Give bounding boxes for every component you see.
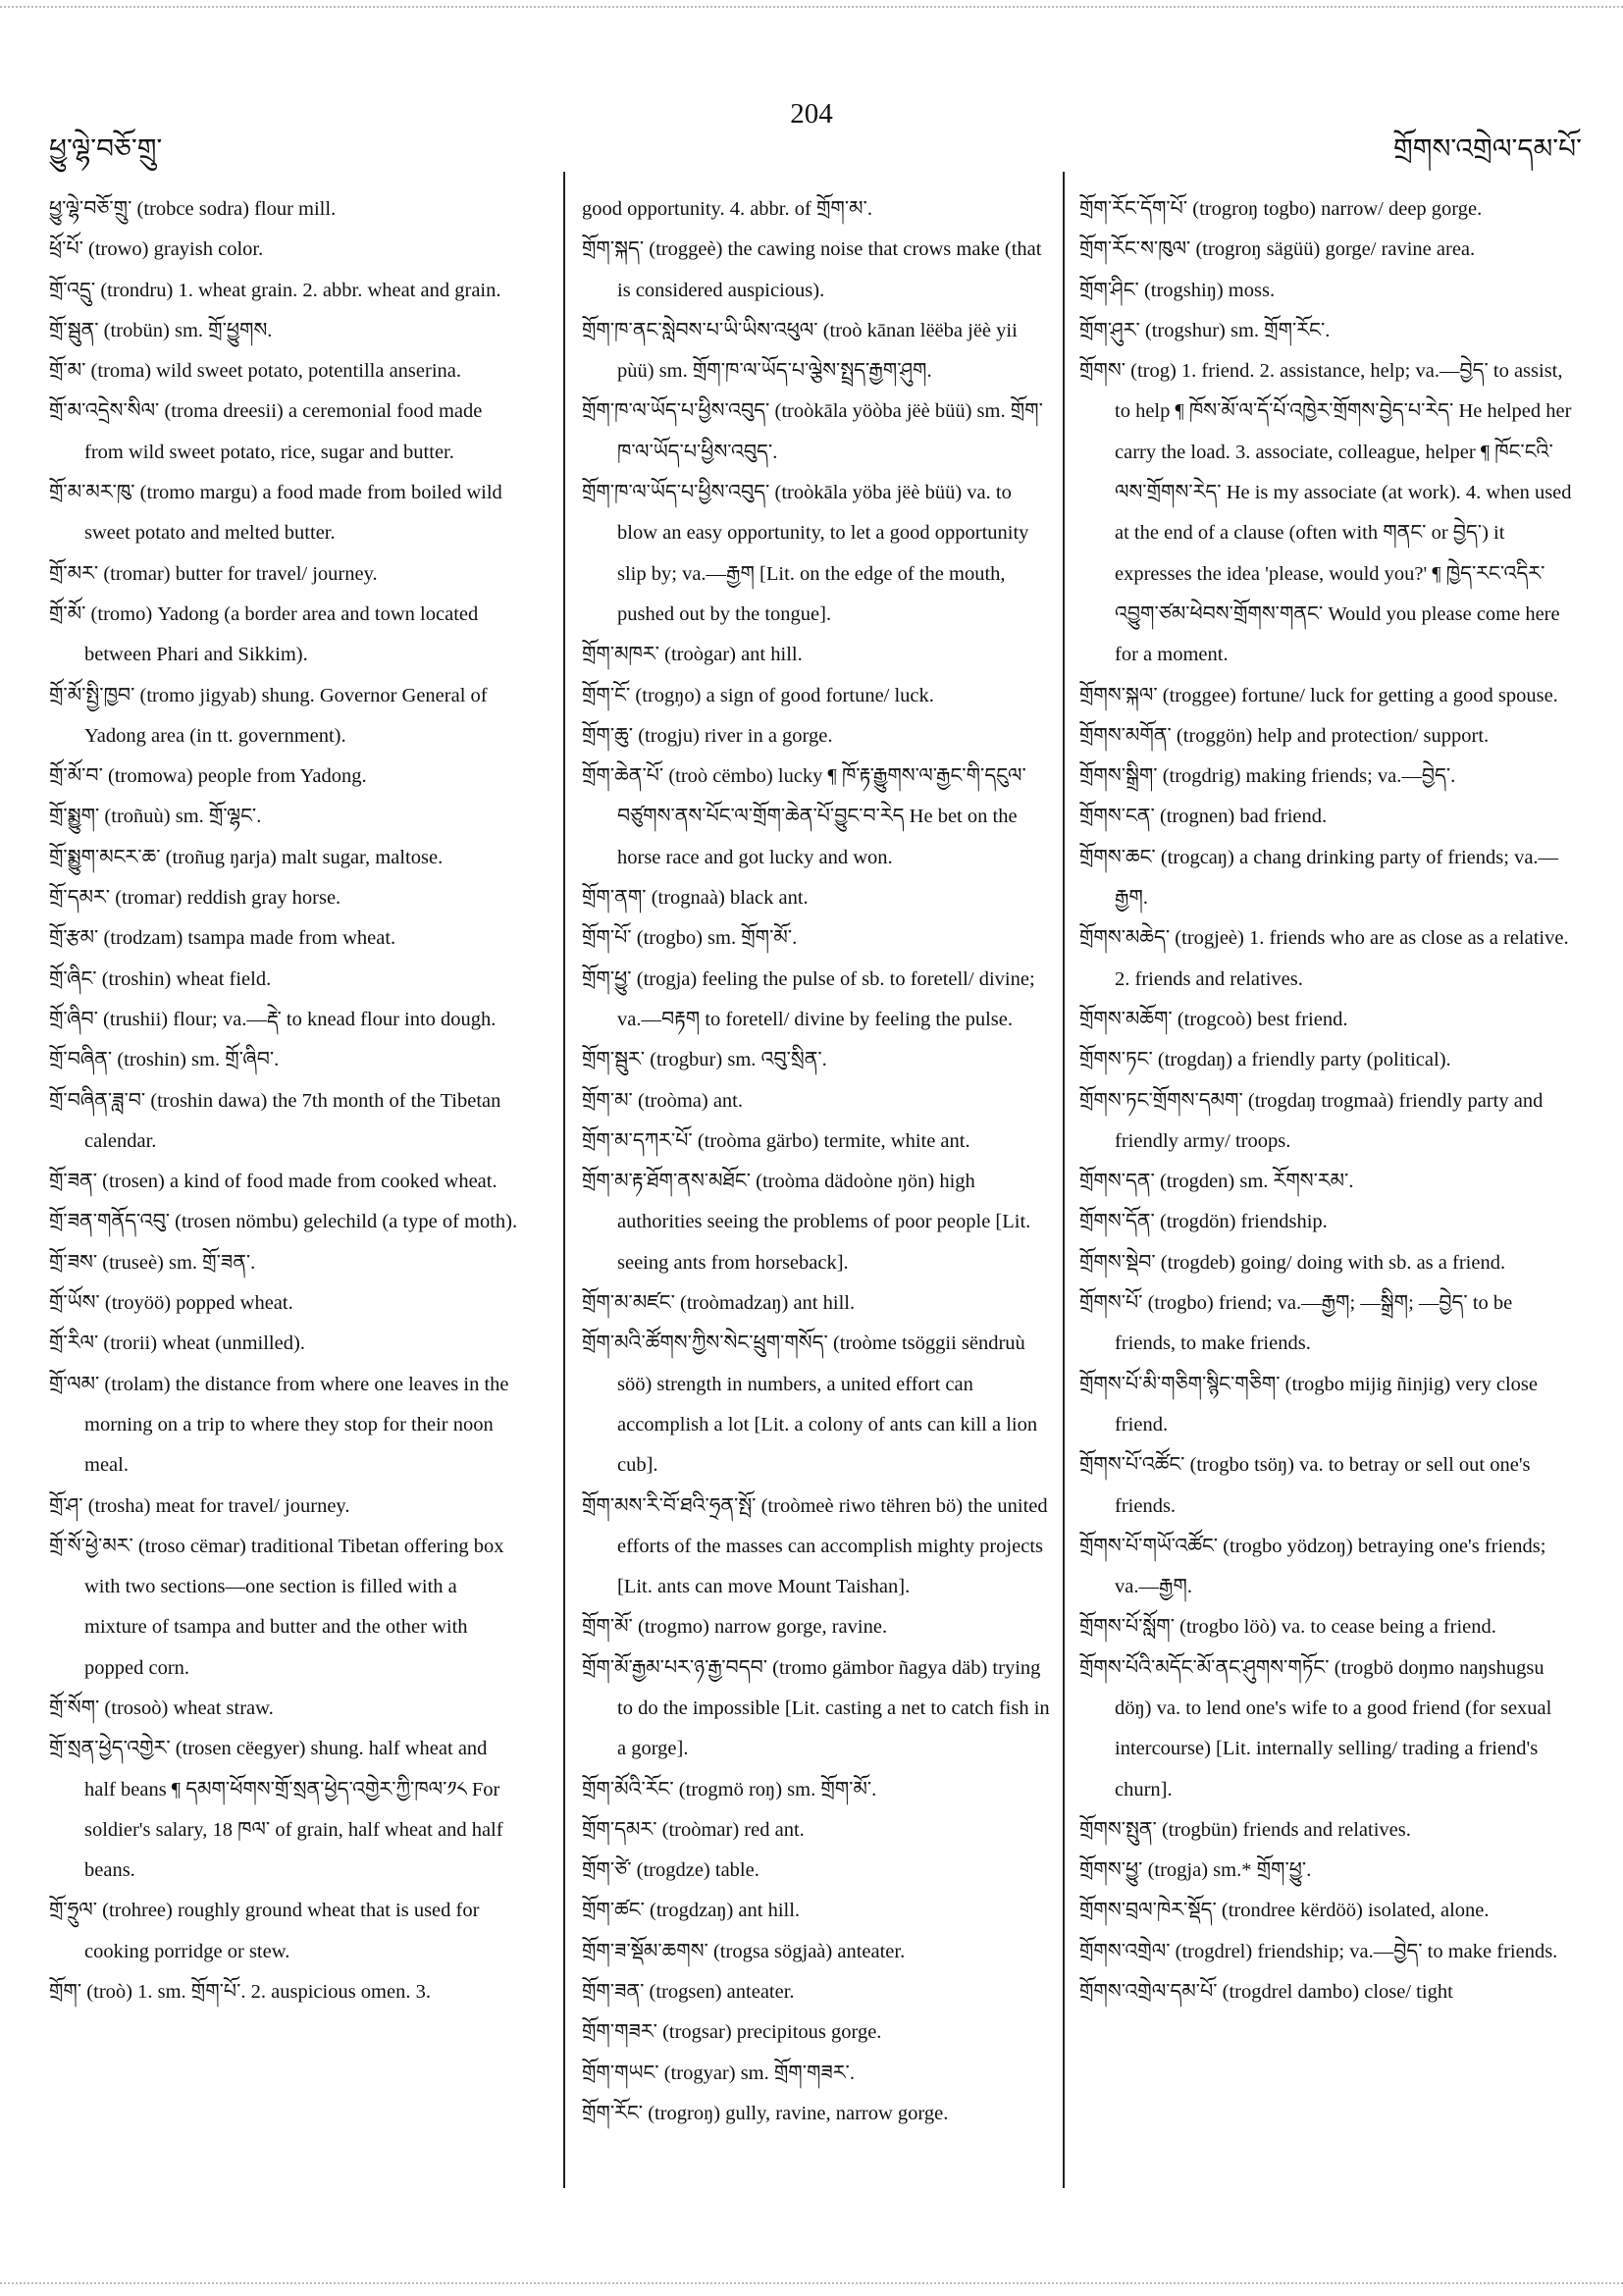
dictionary-entry: གྲོག་ཤུར་ (trogshur) sm. གྲོག་རོང་. xyxy=(1079,319,1331,341)
dictionary-entry: good opportunity. 4. abbr. of གྲོག་མ་. xyxy=(582,198,872,220)
dictionary-entry: གྲོ་སོག་ (trosoò) wheat straw. xyxy=(49,1696,274,1719)
dictionary-entry: གྲོག་ཙེ་ (trogdze) table. xyxy=(582,1859,759,1882)
dictionary-entry: གྲོགས་ཏང་ (trogdaŋ) a friendly party (political). xyxy=(1079,1049,1451,1071)
dictionary-entry: གྲོགས་ངན་ (trognen) bad friend. xyxy=(1079,806,1328,828)
dictionary-entry: གྲོགས་མཆོག་ (trogcoò) best friend. xyxy=(1079,1008,1348,1030)
dictionary-entry: གྲོགས་པོ་གཡོ་འཚོང་ (trogbo yödzoŋ) betraying one's friends; va.—རྒྱག. xyxy=(1079,1535,1546,1598)
dictionary-entry: གྲོགས་སྒྲིག་ (trogdrig) making friends; va.—བྱེད་. xyxy=(1079,765,1456,788)
dictionary-entry: གྲོག་ནག་ (trognaà) black ant. xyxy=(582,887,809,910)
dictionary-entry: གྲོ་དམར་ (tromar) reddish gray horse. xyxy=(49,887,341,910)
dictionary-entry: གྲོ་མོ་ (tromo) Yadong (a border area and town located between Phari and Sikkim). xyxy=(49,602,479,666)
dictionary-entry: གྲོག་གཟར་ (trogsar) precipitous gorge. xyxy=(582,2021,882,2044)
dictionary-entry: གྲོ་ཤ་ (trosha) meat for travel/ journey. xyxy=(49,1494,350,1517)
dictionary-entry: གྲོགས་སྐལ་ (troggee) fortune/ luck for getting a good spouse. xyxy=(1079,684,1558,706)
dictionary-entry: གྲོག་མ་མཛང་ (troòmadzaŋ) ant hill. xyxy=(582,1292,856,1315)
dictionary-entry: གྲོགས་ (trog) 1. friend. 2. assistance, help; va.—བྱེད་ to assist, to help ¶ ཁོས་མོ་ལ་དོ་པོ་འཁྱེར་གྲོགས་བྱེད་པ་རེད་ He helped her carry the load. 3. associate, colleague, helper ¶ ཁོང་ངའི་ལས་གྲོགས་རེད་ He is my associate (at work). 4. when used at the end of a clause (often with གནང་ or བྱེད་) it expresses the idea 'please, would you?' ¶ ཁྱེད་རང་འདིར་འབྱུག་ཙམ་ཕེབས་གྲོགས་གནང་ Would you please come here for a moment. xyxy=(1079,360,1572,666)
bottom-edge xyxy=(0,2282,1623,2288)
dictionary-entry: གྲོ་ཧྲུལ་ (trohree) roughly ground wheat that is used for cooking porridge or stew. xyxy=(49,1900,480,1962)
dictionary-entry: གྲོག་དམར་ (troòmar) red ant. xyxy=(582,1818,805,1841)
dictionary-entry: ཕྱུ་ལྷེ་བཅོ་གྲུ་ (trobce sodra) flour mill. xyxy=(49,198,337,220)
top-edge xyxy=(0,6,1623,12)
dictionary-entry: གྲོགས་བྲལ་ཁེར་སྡོད་ (trondree kërdöö) isolated, alone. xyxy=(1079,1900,1490,1922)
dictionary-entry: གྲོ་སྨྱུག་མངར་ཆ་ (troñug ŋarja) malt sugar, maltose. xyxy=(49,846,444,868)
dictionary-entry: གྲོ་ཡོས་ (troyöö) popped wheat. xyxy=(49,1292,293,1315)
dictionary-entry: གྲོགས་འགྲེལ་དམ་པོ་ (trogdrel dambo) close/ tight xyxy=(1079,1981,1453,2004)
dictionary-entry: གྲོ་བཞིན་ (troshin) sm. གྲོ་ཞིབ་. xyxy=(49,1049,280,1071)
dictionary-entry: གྲོགས་དོན་ (trogdön) friendship. xyxy=(1079,1211,1328,1233)
dictionary-entry: ཕྲོ་པོ་ (trowo) grayish color. xyxy=(49,238,264,261)
dictionary-entry: གྲོ་བཞིན་ཟླ་བ་ (troshin dawa) the 7th month of the Tibetan calendar. xyxy=(49,1089,501,1152)
dictionary-entry: གྲོ་ཞིབ་ (trushii) flour; va.—རྡེ་ to knead flour into dough. xyxy=(49,1008,497,1030)
dictionary-entry: གྲོ་ཞིང་ (troshin) wheat field. xyxy=(49,967,272,990)
dictionary-entry: གྲོག་མོ་ (trogmo) narrow gorge, ravine. xyxy=(582,1616,888,1639)
dictionary-entry: གྲོགས་མགོན་ (troggön) help and protection/ support. xyxy=(1079,724,1490,747)
dictionary-entry: གྲོག་ཚང་ (trogdzaŋ) ant hill. xyxy=(582,1900,801,1922)
dictionary-entry: གྲོག་ཤིང་ (trogshiŋ) moss. xyxy=(1079,279,1276,301)
dictionary-entry: གྲོག་ཁ་ལ་ཡོད་པ་ཕྱིས་འབུད་ (troòkāla yöòba jëè büü) sm. གྲོག་ཁ་ལ་ཡོད་པ་ཕྱིས་འབུད་. xyxy=(582,400,1043,463)
dictionary-entry: གྲོ་འདྲུ་ (trondru) 1. wheat grain. 2. abbr. wheat and grain. xyxy=(49,279,501,301)
dictionary-entry: གྲོག་རོང་ས་ཁུལ་ (trogroŋ sägüü) gorge/ ravine area. xyxy=(1079,238,1476,261)
dictionary-entry: གྲོག་རོང་དོག་པོ་ (trogroŋ togbo) narrow/ deep gorge. xyxy=(1079,198,1483,220)
dictionary-entry: གྲོ་མ་ (troma) wild sweet potato, potentilla anserina. xyxy=(49,360,461,383)
dictionary-entry: གྲོག་མོ་རྒྱམ་པར་ཉ་རྒྱ་བདབ་ (tromo gämbor ñagya däb) trying to do the impossible [Lit. casting a net to catch fish in a gorge]. xyxy=(582,1656,1050,1760)
dictionary-entry: གྲོག་གཡང་ (trogyar) sm. གྲོག་གཟར་. xyxy=(582,2061,855,2084)
dictionary-entry: གྲོ་མ་མར་ཁུ་ (tromo margu) a food made from boiled wild sweet potato and melted butter. xyxy=(49,482,502,545)
dictionary-entry: གྲོགས་སྡེབ་ (trogdeb) going/ doing with sb. as a friend. xyxy=(1079,1251,1506,1274)
dictionary-entry: གྲོག་ཆེན་པོ་ (troò cëmbo) lucky ¶ ཁོ་རྟ་རྒྱུགས་ལ་རྒྱང་གི་དངུལ་བཙུགས་ནས་པོང་ལ་གྲོག་ཆེན་པོ་བྱུང་བ་རེད He bet on the horse race and got lucky and won. xyxy=(582,765,1026,868)
dictionary-entry: གྲོག་རོང་ (trogroŋ) gully, ravine, narrow gorge. xyxy=(582,2102,949,2124)
dictionary-entry: གྲོག་པོ་ (trogbo) sm. གྲོག་མོ་. xyxy=(582,927,798,950)
dictionary-entry: གྲོག་ཁ་ནང་སླེབས་པ་ཡི་ཡིས་འཕུལ་ (troò kānan lëëba jëè yii pùü) sm. གྲོག་ཁ་ལ་ཡོད་པ་ལྕེས་སྤྲད་རྒྱག་ཤུག. xyxy=(582,319,1018,383)
dictionary-entry: གྲོགས་ཕྱུ་ (trogja) sm.* གྲོག་ཕྱུ་. xyxy=(1079,1859,1312,1882)
dictionary-entry: གྲོག་སྐད་ (troggeè) the cawing noise that crows make (that is considered auspicious). xyxy=(582,238,1042,301)
dictionary-entry: གྲོགས་པོ་སློག་ (trogbo löò) va. to cease being a friend. xyxy=(1079,1616,1496,1639)
dictionary-entry: གྲོགས་དན་ (trogden) sm. རོགས་རམ་. xyxy=(1079,1171,1354,1193)
dictionary-entry: གྲོག་སྦུར་ (trogbur) sm. འབུ་སྲིན་. xyxy=(582,1049,827,1071)
dictionary-entry: གྲོག་ངོ་ (trogŋo) a sign of good fortune/ luck. xyxy=(582,684,934,706)
dictionary-entry: གྲོག་མ་རྟ་ཐོག་ནས་མཐོང་ (troòma dädoòne ŋön) high authorities seeing the problems of poor people [Lit. seeing ants from horseback]. xyxy=(582,1171,1031,1274)
dictionary-entry: གྲོ་མོ་སྤྱི་ཁྱབ་ (tromo jigyab) shung. Governor General of Yadong area (in tt. government). xyxy=(49,684,488,747)
dictionary-entry: གྲོགས་པོ་མི་གཅིག་སྙིང་གཅིག་ (trogbo mijig ñinjig) very close friend. xyxy=(1079,1373,1538,1435)
column-rule-1 xyxy=(563,172,565,2188)
dictionary-entry: གྲོགས་པོ་འཚོང་ (trogbo tsöŋ) va. to betray or sell out one's friends. xyxy=(1079,1454,1531,1517)
dictionary-entry: གྲོག་མས་རི་བོ་ཐའི་ཧྲན་སྤོ་ (troòmeè riwo tëhren bö) the united efforts of the masses can accomplish mighty projects [Lit. ants can move Mount Taishan]. xyxy=(582,1494,1048,1598)
dictionary-entry: གྲོ་ལམ་ (trolam) the distance from where one leaves in the morning on a trip to where they stop for their noon meal. xyxy=(49,1373,509,1477)
dictionary-entry: གྲོ་ཟན་གནོད་འབུ་ (trosen nömbu) gelechild (a type of moth). xyxy=(49,1211,518,1233)
dictionary-entry: གྲོགས་པོ་ (trogbo) friend; va.—རྒྱག; —སྒྲིག; —བྱེད་ to be friends, to make friends. xyxy=(1079,1292,1513,1355)
dictionary-entry: གྲོག་ (troò) 1. sm. གྲོག་པོ་. 2. auspicious omen. 3. xyxy=(49,1981,431,2004)
dictionary-entry: གྲོག་ཕྱུ་ (trogja) feeling the pulse of sb. to foretell/ divine; va.—བརྟག to foretell/ divine by feeling the pulse. xyxy=(582,967,1035,1030)
dictionary-entry: གྲོ་སྲན་ཕྱེད་འགྱེར་ (trosen cëegyer) shung. half wheat and half beans ¶ དམག་ཕོགས་གྲོ་སྲན་ཕྱེད་འགྱེར་ཀྱི་ཁལ་༡༨ For soldier's salary, 18 ཁལ་ of grain, half wheat and half beans. xyxy=(49,1738,503,1882)
dictionary-entry: གྲོག་མཁར་ (troògar) ant hill. xyxy=(582,644,803,666)
dictionary-entry: གྲོག་ཆུ་ (trogju) river in a gorge. xyxy=(582,724,833,747)
page-number: 204 xyxy=(790,98,833,130)
dictionary-entry: གྲོག་མོའི་རོང་ (trogmö roŋ) sm. གྲོག་མོ་. xyxy=(582,1778,877,1800)
dictionary-entry: གྲོགས་མཆེད་ (trogjeè) 1. friends who are as close as a relative. 2. friends and relatives. xyxy=(1079,927,1569,990)
header-right-guideword: གྲོགས་འགྲེལ་དམ་པོ་ xyxy=(1393,132,1582,165)
dictionary-entry: གྲོགས་འགྲེལ་ (trogdrel) friendship; va.—བྱེད་ to make friends. xyxy=(1079,1940,1558,1962)
dictionary-entry: གྲོ་རིལ་ (trorii) wheat (unmilled). xyxy=(49,1332,305,1355)
dictionary-entry: གྲོ་མ་འདྲེས་སིལ་ (troma dreesii) a ceremonial food made from wild sweet potato, rice, sugar and butter. xyxy=(49,400,483,463)
dictionary-entry: གྲོག་མ་ (troòma) ant. xyxy=(582,1089,744,1112)
column-3 xyxy=(1079,189,1575,2012)
dictionary-entry: གྲོ་སོ་ཕྱེ་མར་ (troso cëmar) traditional Tibetan offering box with two sections—one section is filled with a mixture of tsampa and butter and the other with popped corn. xyxy=(49,1535,504,1679)
dictionary-entry: གྲོག་མ་དཀར་པོ་ (troòma gärbo) termite, white ant. xyxy=(582,1129,970,1152)
dictionary-entry: གྲོ་ཟན་ (trosen) a kind of food made from cooked wheat. xyxy=(49,1171,497,1193)
dictionary-entry: གྲོགས་ཏང་གྲོགས་དམག་ (trogdaŋ trogmaà) friendly party and friendly army/ troops. xyxy=(1079,1089,1544,1152)
dictionary-entry: གྲོགས་སྤུན་ (trogbün) friends and relatives. xyxy=(1079,1818,1411,1841)
column-1 xyxy=(49,189,520,2012)
dictionary-entry: གྲོ་མར་ (tromar) butter for travel/ journey. xyxy=(49,562,378,585)
dictionary-entry: གྲོག་ཁ་ལ་ཡོད་པ་ཕྱིས་འབུད་ (troòkāla yöba jëè büü) va. to blow an easy opportunity, to let a good opportunity slip by; va.—རྒྱག [Lit. on the edge of the mouth, pushed out by the tongue]. xyxy=(582,482,1029,625)
dictionary-entry: གྲོག་ཟན་ (trogsen) anteater. xyxy=(582,1981,795,2004)
dictionary-entry: གྲོ་ཟས་ (truseè) sm. གྲོ་ཟན་. xyxy=(49,1251,256,1274)
dictionary-entry: གྲོགས་ཆང་ (trogcaŋ) a chang drinking party of friends; va.—རྒྱག. xyxy=(1079,846,1559,910)
column-2 xyxy=(582,189,1053,2134)
header-left-guideword: ཕྱུ་ལྷེ་བཅོ་གྲུ་ xyxy=(49,132,163,165)
dictionary-entry: གྲོག་མའི་ཚོགས་ཀྱིས་སེང་ཕྲུག་གསོད་ (troòme tsöggii sëndruù söö) strength in numbers, a united effort can accomplish a lot [Lit. a colony of ants can kill a lion cub]. xyxy=(582,1332,1038,1477)
dictionary-entry: གྲོ་མོ་བ་ (tromowa) people from Yadong. xyxy=(49,765,367,788)
dictionary-entry: གྲོ་རྩམ་ (trodzam) tsampa made from wheat. xyxy=(49,927,396,950)
dictionary-entry: གྲོག་ཟ་སྡོམ་ཆགས་ (trogsa sögjaà) anteater. xyxy=(582,1940,906,1962)
dictionary-entry: གྲོ་སྨྱུག་ (troñuù) sm. གྲོ་ལྷང་. xyxy=(49,806,262,828)
dictionary-entry: གྲོགས་པོའི་མདོང་མོ་ནང་ཤུགས་གཏོང་ (trogbö doŋmo naŋshugsu döŋ) va. to lend one's wife to a good friend (for sexual intercourse) [Lit. internally selling/ trading a friend's churn]. xyxy=(1079,1656,1552,1800)
dictionary-entry: གྲོ་སྦུན་ (trobün) sm. གྲོ་ཕྱུགས. xyxy=(49,319,273,341)
column-rule-2 xyxy=(1063,172,1065,2188)
